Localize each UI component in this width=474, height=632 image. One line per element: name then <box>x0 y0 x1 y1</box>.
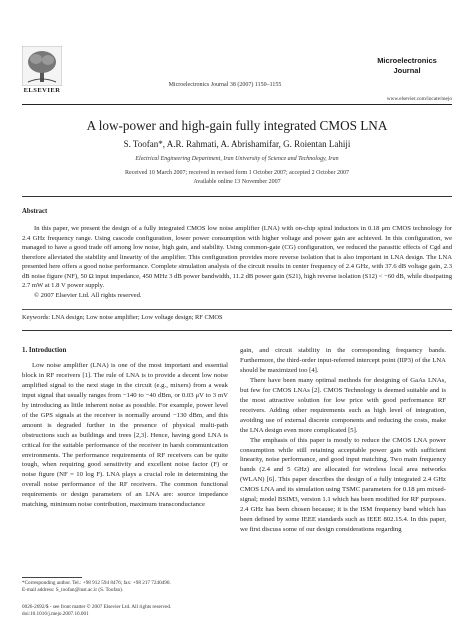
header-divider <box>22 104 452 105</box>
author-affiliation: Electrical Engineering Department, Iran University of Science and Technology, Iran <box>135 156 339 162</box>
abstract-heading: Abstract <box>22 208 48 215</box>
keywords: Keywords: LNA design; Low noise amplifier; Low voltage design; RF CMOS <box>22 314 223 321</box>
abstract-text <box>22 224 452 300</box>
paragraph: The emphasis of this paper is mostly to reduce the CMOS LNA power consumption while still retaining acceptable power gain with sufficient linearity, noise performance, and good input matching. Two main frequency bands (2.4 and 5 GHz) are allocated for wireless local area networks (WLAN) [6]. This paper describes the design of a fully integrated 2.4 GHz CMOS LNA and its simulation using TSMC parameters for 0.18 μm mixed-signal; model BSIM3, version 1.1 which has been modified for RF purposes. 2.4 GHz has been chosen because; it is the ISM frequency band which has been defined by some IEEE standards such as IEEE 802.15.4. In this paper, we first discuss some of our design considerations regarding <box>240 436 446 534</box>
abstract-body: In this paper, we present the design of a fully integrated CMOS low noise amplifier (LNA) with on-chip spiral inductors in 0.18 μm CMOS technology for 2.4 GHz frequency range. Using cascode configuration, lower power consumption with higher voltage and power gain are achieved. In this configuration, we managed to have a good trade off among low noise, high gain, and stability. Using common-gate (CG) configuration, we reduced the parasitic effects of Cgd and therefore alleviated the stability and linearity of the amplifier. This configuration provides more reverse isolation that is also important in LNA design. The LNA presented here offers a good noise performance. Complete simulation analysis of the circuit results in center frequency of 2.4 GHz, with 37.6 dB voltage gain, 2.3 dB noise figure (NF), 50 Ω input impedance, 450 MHz 3 dB power bandwidth, 11.2 dB power gain (S21), high reverse isolation (S12) < −60 dB, while dissipating 2.7 mW at 1.8 V power supply. <box>22 225 452 289</box>
journal-name-line1: Microelectronics <box>377 56 437 65</box>
paragraph: There have been many optimal methods for designing of GaAs LNAs, but few for CMOS LNAs [2]. CMOS Technology is deemed suitable and is the most attractive solution for low price with good performance RF receivers. Adding other requirements such as high level of integration, avoiding use of external discrete components and reducing the costs, make the LNA design even more complicated [5]. <box>240 376 446 434</box>
title-divider <box>22 196 452 197</box>
email-address[interactable]: E-mail address: S_toofan@iust.ac.ir (S. Toofan). <box>22 587 124 594</box>
paragraph: Low noise amplifier (LNA) is one of the most important and essential block in RF receivers [1]. The rule of LNA is to provide a decent low noise amplified signal to the next stage in the circuit (e.g., mixers) from a weak input signal that usually ranges from −140 to −40 dBm, or 0.03 μV to 3 mV by introducing as little inherent noise as possible. For example, power level of the GPS signals at the receiver is normally around −130 dBm, and this amount is degraded further in the presence of physical multi-path obstructions such as buildings and trees [2,3]. Hence, having good LNA is critical for the suitable performance of the receiver in harsh communication environments. The performance requirements of RF receivers can be quite tough, when requiring good sensitivity and excellent noise factor (F) or noise figure (NF = 10 log F). LNA plays a crucial role in determining the overall noise performance of the RF receivers. The common functional requirements or design parameters of an LNA are: source impedance matching, minimum noise contribution, maximum transconductance <box>22 361 228 509</box>
footnotes <box>22 580 228 595</box>
corresponding-author-note: *Corresponding author. Tel.: +98 912 594 8476; fax: +98 217 7240490. <box>22 580 171 586</box>
elsevier-tree-logo <box>22 46 62 86</box>
body-divider <box>22 330 452 331</box>
publisher-logo-text: ELSEVIER <box>23 87 61 94</box>
page-footer <box>22 604 242 619</box>
article-title: A low-power and high-gain fully integrated CMOS LNA <box>86 118 388 133</box>
doi-link[interactable]: doi:10.1016/j.mejo.2007.10.001 <box>22 611 89 618</box>
journal-name-line2: Journal <box>393 65 421 75</box>
received-dates: Received 10 March 2007; received in revised form 1 October 2007; accepted 2 October 2007 <box>125 170 349 176</box>
journal-name <box>362 56 452 76</box>
abstract-divider <box>22 309 452 310</box>
issn-line: 0026-2692/$ - see front matter © 2007 Elsevier Ltd. All rights reserved. <box>22 604 172 610</box>
section-heading-introduction: 1. Introduction <box>22 347 67 354</box>
left-column <box>22 346 228 510</box>
footnote-divider <box>22 577 82 578</box>
abstract-copyright: © 2007 Elsevier Ltd. All rights reserved. <box>34 291 142 299</box>
online-date: Available online 13 November 2007 <box>193 179 281 185</box>
journal-url-link[interactable]: www.elsevier.com/locate/mejo <box>386 96 452 102</box>
right-column <box>240 346 446 535</box>
journal-reference: Microelectronics Journal 38 (2007) 1150–1155 <box>168 82 282 88</box>
paragraph: gain, and circuit stability in the corresponding frequency bands. Furthermore, the third-order input-referred intercept point (IIP3) of the LNA should be maximized too [4]. <box>240 347 446 374</box>
author-list: S. Toofan*, A.R. Rahmati, A. Abrishamifar, G. Roientan Lahiji <box>123 139 351 149</box>
